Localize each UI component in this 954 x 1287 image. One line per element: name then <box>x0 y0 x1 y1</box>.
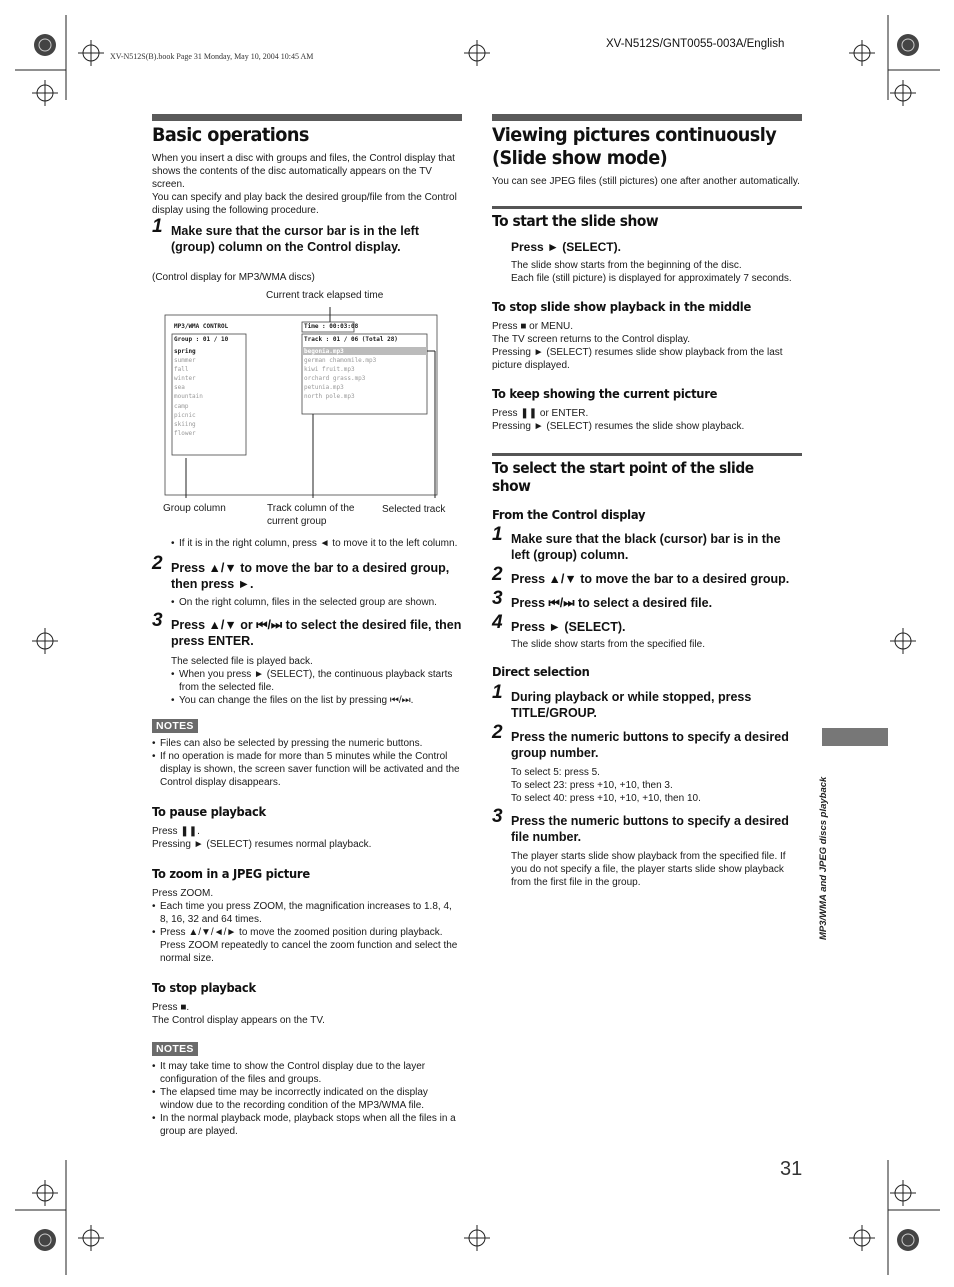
ds-step-3-text: The player starts slide show playback from the specified file. If you do not specify a file, the player starts slide show playback from the first file in the group. <box>511 851 786 888</box>
fs-step-4-text: The slide show starts from the specified file. <box>511 639 705 650</box>
stop-middle-text-1: Press ■ or MENU. <box>492 321 574 332</box>
group-item[interactable]: flower <box>174 429 196 437</box>
pause-text-1: Press ❚❚. <box>152 826 200 837</box>
track-column-label: Track column of the current group <box>267 503 355 527</box>
bullet-right-column: • If it is in the right column, press ◄ to move it to the left column. <box>171 537 462 550</box>
group-column-label: Group column <box>163 503 226 514</box>
select-start-title: To select the start point of the slide show <box>492 459 754 495</box>
group-item[interactable]: fall <box>174 366 189 374</box>
track-item[interactable]: orchard grass.mp3 <box>304 375 366 383</box>
track-header: Track : 01 / 06 (Total 28) <box>304 336 398 343</box>
stop-text-2: The Control display appears on the TV. <box>152 1015 325 1026</box>
track-item[interactable]: kiwi fruit.mp3 <box>304 366 355 374</box>
time-readout: Time : 00:03:08 <box>304 323 359 330</box>
stop-middle-text-3: Pressing ► (SELECT) resumes slide show playback from the last picture displayed. <box>492 347 783 371</box>
notes-label: NOTES <box>152 719 198 733</box>
section-bar <box>492 114 802 121</box>
start-text-2: Each file (still picture) is displayed for approximately 7 seconds. <box>511 273 792 284</box>
group-list <box>174 347 203 438</box>
pause-text-2: Pressing ► (SELECT) resumes normal playback. <box>152 839 372 850</box>
chapter-tab <box>822 728 888 746</box>
stop-title: To stop playback <box>152 980 256 995</box>
group-item[interactable]: sea <box>174 384 185 392</box>
step-3-bullet-2: • You can change the files on the list by pressing ⏮/⏭. <box>171 694 462 707</box>
section-rule <box>492 453 802 456</box>
group-item[interactable]: picnic <box>174 411 196 419</box>
track-list <box>304 347 376 402</box>
intro-paragraph-2: You can specify and play back the desired group/file from the Control display using the following procedure. <box>152 192 457 216</box>
step-2: 2 Press ▲/▼ to move the bar to a desired group, then press ►. <box>152 553 450 591</box>
note-item: • Files can also be selected by pressing the numeric buttons. <box>152 737 462 750</box>
start-slide-show-title: To start the slide show <box>492 212 659 230</box>
note-item: • It may take time to show the Control display due to the layer configuration of the files and groups. <box>152 1060 462 1086</box>
ds-step-1: 1 During playback or while stopped, press TITLE/GROUP. <box>492 682 752 720</box>
right-column <box>492 114 802 889</box>
file-header: XV-N512S(B).book Page 31 Monday, May 10, 2004 10:45 AM <box>110 52 314 61</box>
group-item[interactable]: mountain <box>174 393 203 401</box>
ds-step-2: 2 Press the numeric buttons to specify a desired group number. <box>492 722 789 760</box>
keep-text-1: Press ❚❚ or ENTER. <box>492 408 589 419</box>
fs-step-4: 4 Press ► (SELECT). <box>492 612 626 634</box>
slide-show-title: Viewing pictures continuously (Slide show mode) <box>492 124 777 169</box>
group-item[interactable]: spring <box>174 348 196 355</box>
elapsed-time-label: Current track elapsed time <box>266 290 384 301</box>
keep-showing-title: To keep showing the current picture <box>492 386 718 401</box>
step-3-text: The selected file is played back. <box>171 656 313 667</box>
left-column <box>152 114 462 284</box>
stop-middle-text-2: The TV screen returns to the Control display. <box>492 334 691 345</box>
note-item: • In the normal playback mode, playback stops when all the files in a group are played. <box>152 1112 462 1138</box>
fs-step-3: 3 Press ⏮/⏭ to select a desired file. <box>492 588 713 610</box>
selected-track-label: Selected track <box>382 504 446 515</box>
direct-selection-title: Direct selection <box>492 664 590 679</box>
fs-step-1: 1 Make sure that the black (cursor) bar is in the left (group) column. <box>492 524 781 562</box>
ds-step-2-line: To select 5: press 5. <box>511 767 600 778</box>
zoom-text: Press ZOOM. <box>152 888 214 899</box>
start-text-1: The slide show starts from the beginning of the disc. <box>511 260 742 271</box>
section-bar <box>152 114 462 121</box>
step-1: 1 Make sure that the cursor bar is in the left (group) column on the Control display. <box>152 216 419 254</box>
note-item: • The elapsed time may be incorrectly indicated on the display window due to the recording condition of the MP3/WMA file. <box>152 1086 462 1112</box>
note-item: • If no operation is made for more than 5 minutes while the Control display is shown, the screen saver function will be activated and the Control display disappears. <box>152 750 462 789</box>
zoom-bullet-1: • Each time you press ZOOM, the magnification increases to 1.8, 4, 8, 16, 32 and 64 times. <box>152 900 462 926</box>
control-title: MP3/WMA CONTROL <box>174 323 229 330</box>
zoom-title: To zoom in a JPEG picture <box>152 866 310 881</box>
notes-label: NOTES <box>152 1042 198 1056</box>
group-item[interactable]: camp <box>174 402 189 410</box>
basic-operations-title: Basic operations <box>152 124 309 146</box>
stop-text-1: Press ■. <box>152 1002 190 1013</box>
step-2-bullet: • On the right column, files in the selected group are shown. <box>171 596 462 609</box>
stop-middle-title: To stop slide show playback in the middle <box>492 299 752 314</box>
control-display-diagram <box>152 280 462 527</box>
group-item[interactable]: skiing <box>174 420 196 428</box>
section-rule <box>492 206 802 209</box>
fs-step-2: 2 Press ▲/▼ to move the bar to a desired group. <box>492 564 790 586</box>
intro-paragraph-1: When you insert a disc with groups and files, the Control display that shows the contents of the disc automatically appears on the TV screen. <box>152 153 455 190</box>
track-item-selected[interactable]: begonia.mp3 <box>304 348 344 355</box>
group-item[interactable]: winter <box>174 375 196 383</box>
zoom-bullet-2: • Press ▲/▼/◄/► to move the zoomed position during playback. Press ZOOM repeatedly to cancel the zoom function and select the normal size. <box>152 926 462 965</box>
group-header: Group : 01 / 10 <box>174 336 229 343</box>
track-item[interactable]: north pole.mp3 <box>304 393 355 401</box>
left-column-lower <box>152 537 462 1138</box>
from-control-title: From the Control display <box>492 507 646 522</box>
step-3: 3 Press ▲/▼ or ⏮/⏭ to select the desired file, then press ENTER. <box>152 610 462 648</box>
model-header: XV-N512S/GNT0055-003A/English <box>606 38 785 50</box>
track-item[interactable]: petunia.mp3 <box>304 384 344 392</box>
group-item[interactable]: summer <box>174 357 196 365</box>
start-press: Press ► (SELECT). <box>511 240 621 254</box>
ds-step-2-line: To select 40: press +10, +10, +10, then 10. <box>511 793 701 804</box>
side-label: MP3/WMA and JPEG discs playback <box>818 776 829 940</box>
diagram-caption: (Control display for MP3/WMA discs) <box>152 272 315 283</box>
slide-show-intro: You can see JPEG files (still pictures) one after another automatically. <box>492 176 800 187</box>
ds-step-2-line: To select 23: press +10, +10, then 3. <box>511 780 673 791</box>
step-3-bullet-1: • When you press ► (SELECT), the continuous playback starts from the selected file. <box>171 668 462 694</box>
page-number: 31 <box>780 1158 803 1180</box>
keep-text-2: Pressing ► (SELECT) resumes the slide show playback. <box>492 421 745 432</box>
ds-step-3: 3 Press the numeric buttons to specify a desired file number. <box>492 806 789 844</box>
pause-title: To pause playback <box>152 804 266 819</box>
track-item[interactable]: german chamomile.mp3 <box>304 357 377 365</box>
